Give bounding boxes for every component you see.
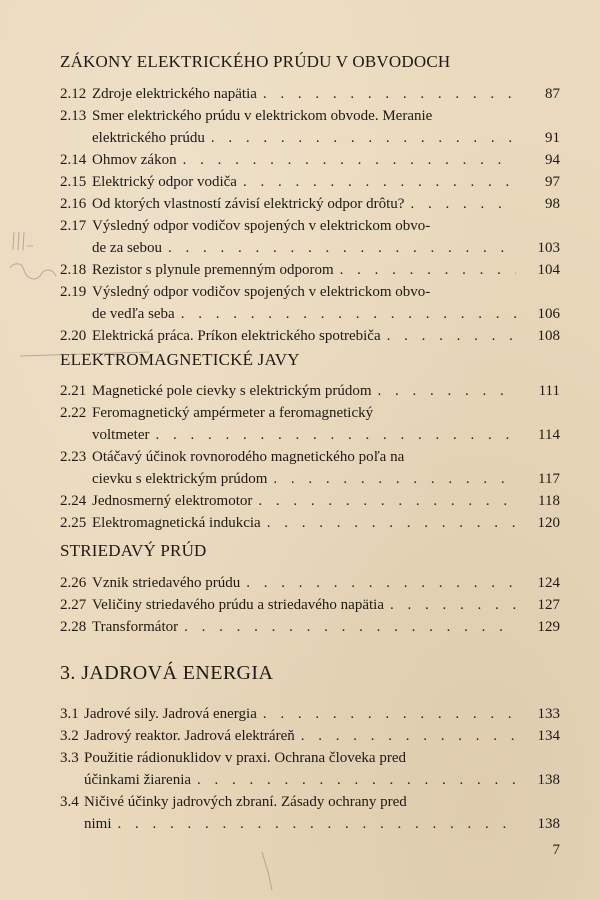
dot-leader [378, 381, 517, 401]
entry-title: Elektrická práca. Príkon elektrického spotrebiča [92, 328, 381, 344]
entry-page: 117 [538, 471, 560, 487]
toc-entry [60, 403, 560, 423]
entry-number: 2.19 [60, 284, 87, 300]
dot-leader [183, 150, 516, 170]
entry-number: 2.25 [60, 515, 87, 531]
entry-title-continued: voltmeter [92, 427, 150, 443]
toc-entry [60, 106, 560, 126]
entry-page: 124 [537, 575, 560, 591]
entry-title-continued: de vedľa seba [92, 306, 175, 322]
entry-title: Jadrové sily. Jadrová energia [84, 706, 257, 722]
dot-leader [263, 704, 516, 724]
entry-number: 2.20 [60, 328, 87, 344]
entry-number: 2.23 [60, 449, 87, 465]
dot-leader [168, 238, 516, 258]
dot-leader [410, 194, 516, 214]
entry-page: 120 [537, 515, 560, 531]
entry-page: 138 [537, 816, 560, 832]
dot-leader [243, 172, 516, 192]
toc-entry-continuation [60, 425, 560, 445]
dot-leader [118, 814, 516, 834]
dot-leader [263, 84, 516, 104]
toc-entry [60, 172, 560, 192]
entry-page: 104 [537, 262, 560, 278]
toc-entry [60, 216, 560, 236]
toc-entry [60, 326, 560, 346]
entry-page: 97 [545, 174, 560, 190]
dot-leader [390, 595, 516, 615]
entry-page: 87 [545, 86, 560, 102]
dot-leader [258, 491, 516, 511]
entry-title: Veličiny striedavého prúdu a striedavého napätia [92, 597, 384, 613]
entry-title-continued: elektrického prúdu [92, 130, 205, 146]
toc-entry [60, 748, 560, 768]
entry-title: Rezistor s plynule premenným odporom [92, 262, 334, 278]
toc-entry-continuation [60, 304, 560, 324]
section-heading: ELEKTROMAGNETICKÉ JAVY [60, 350, 300, 369]
entry-title: Elektromagnetická indukcia [92, 515, 261, 531]
entry-number: 2.14 [60, 152, 87, 168]
toc-entry-continuation [60, 238, 560, 258]
entry-title: Elektrický odpor vodiča [92, 174, 237, 190]
entry-title: Ničivé účinky jadrových zbraní. Zásady ochrany pred [84, 794, 407, 810]
entry-title: Transformátor [92, 619, 179, 635]
entry-number: 2.18 [60, 262, 87, 278]
dot-leader [155, 425, 516, 445]
entry-title: Ohmov zákon [92, 152, 177, 168]
entry-number: 2.22 [60, 405, 87, 421]
entry-page: 129 [537, 619, 560, 635]
entry-page: 118 [538, 493, 560, 509]
entry-page: 94 [545, 152, 560, 168]
entry-number: 3.2 [60, 728, 79, 744]
toc-entry-continuation [60, 770, 560, 790]
entry-title: Použitie rádionuklidov v praxi. Ochrana človeka pred [84, 750, 406, 766]
entry-page: 111 [538, 383, 560, 399]
dot-leader [246, 573, 516, 593]
toc-entry [60, 792, 560, 812]
entry-number: 2.15 [60, 174, 87, 190]
toc-entry [60, 150, 560, 170]
entry-page: 108 [537, 328, 560, 344]
entry-number: 2.13 [60, 108, 87, 124]
entry-page: 91 [545, 130, 560, 146]
toc-entry [60, 573, 560, 593]
toc-entry [60, 282, 560, 302]
entry-number: 3.4 [60, 794, 79, 810]
dot-leader [267, 513, 516, 533]
entry-title-continued: de za sebou [92, 240, 162, 256]
pencil-scribble [10, 264, 56, 279]
entry-page: 114 [538, 427, 560, 443]
entry-page: 133 [537, 706, 560, 722]
pencil-stroke [262, 852, 272, 890]
entry-title-continued: cievku s elektrickým prúdom [92, 471, 268, 487]
toc-entry [60, 84, 560, 104]
entry-page: 134 [537, 728, 560, 744]
toc-entry [60, 447, 560, 467]
toc-entry-continuation [60, 814, 560, 834]
entry-title: Vznik striedavého prúdu [92, 575, 241, 591]
pencil-roman-numeral-mark [13, 232, 33, 250]
dot-leader [301, 726, 516, 746]
toc-entry [60, 513, 560, 533]
entry-title: Výsledný odpor vodičov spojených v elektrickom obvo- [92, 218, 431, 234]
toc-entry [60, 595, 560, 615]
entry-title: Jednosmerný elektromotor [92, 493, 253, 509]
entry-page: 106 [537, 306, 560, 322]
entry-title: Magnetické pole cievky s elektrickým prúdom [92, 383, 372, 399]
entry-number: 3.3 [60, 750, 79, 766]
toc-entry [60, 381, 560, 401]
dot-leader [340, 260, 516, 280]
chapter-heading: 3. JADROVÁ ENERGIA [60, 662, 274, 684]
toc-entry [60, 491, 560, 511]
toc-entry-continuation [60, 128, 560, 148]
entry-page: 103 [537, 240, 560, 256]
entry-number: 3.1 [60, 706, 79, 722]
entry-title: Otáčavý účinok rovnorodého magnetického poľa na [92, 449, 405, 465]
entry-number: 2.26 [60, 575, 87, 591]
entry-title: Smer elektrického prúdu v elektrickom obvode. Meranie [92, 108, 433, 124]
dot-leader [211, 128, 516, 148]
dot-leader [184, 617, 516, 637]
entry-title: Feromagnetický ampérmeter a feromagnetický [92, 405, 374, 421]
section-heading: STRIEDAVÝ PRÚD [60, 541, 207, 560]
toc-entry-continuation [60, 469, 560, 489]
entry-title: Od ktorých vlastností závisí elektrický odpor drôtu? [92, 196, 405, 212]
entry-number: 2.27 [60, 597, 87, 613]
section-heading: ZÁKONY ELEKTRICKÉHO PRÚDU V OBVODOCH [60, 52, 451, 71]
entry-page: 138 [537, 772, 560, 788]
page-number: 7 [552, 842, 560, 858]
entry-title: Výsledný odpor vodičov spojených v elektrickom obvo- [92, 284, 431, 300]
toc-entry [60, 704, 560, 724]
entry-number: 2.28 [60, 619, 87, 635]
entry-number: 2.12 [60, 86, 87, 102]
dot-leader [273, 469, 516, 489]
entry-title-continued: nimi [84, 816, 112, 832]
dot-leader [181, 304, 516, 324]
entry-title-continued: účinkami žiarenia [84, 772, 192, 788]
entry-number: 2.24 [60, 493, 87, 509]
entry-title: Zdroje elektrického napätia [92, 86, 257, 102]
entry-number: 2.17 [60, 218, 87, 234]
entry-page: 127 [537, 597, 560, 613]
entry-number: 2.16 [60, 196, 87, 212]
toc-entry [60, 617, 560, 637]
entry-title: Jadrový reaktor. Jadrová elektráreň [84, 728, 295, 744]
dot-leader [197, 770, 516, 790]
entry-number: 2.21 [60, 383, 87, 399]
toc-entry [60, 194, 560, 214]
dot-leader [387, 326, 516, 346]
toc-entry [60, 260, 560, 280]
toc-entry [60, 726, 560, 746]
entry-page: 98 [545, 196, 560, 212]
